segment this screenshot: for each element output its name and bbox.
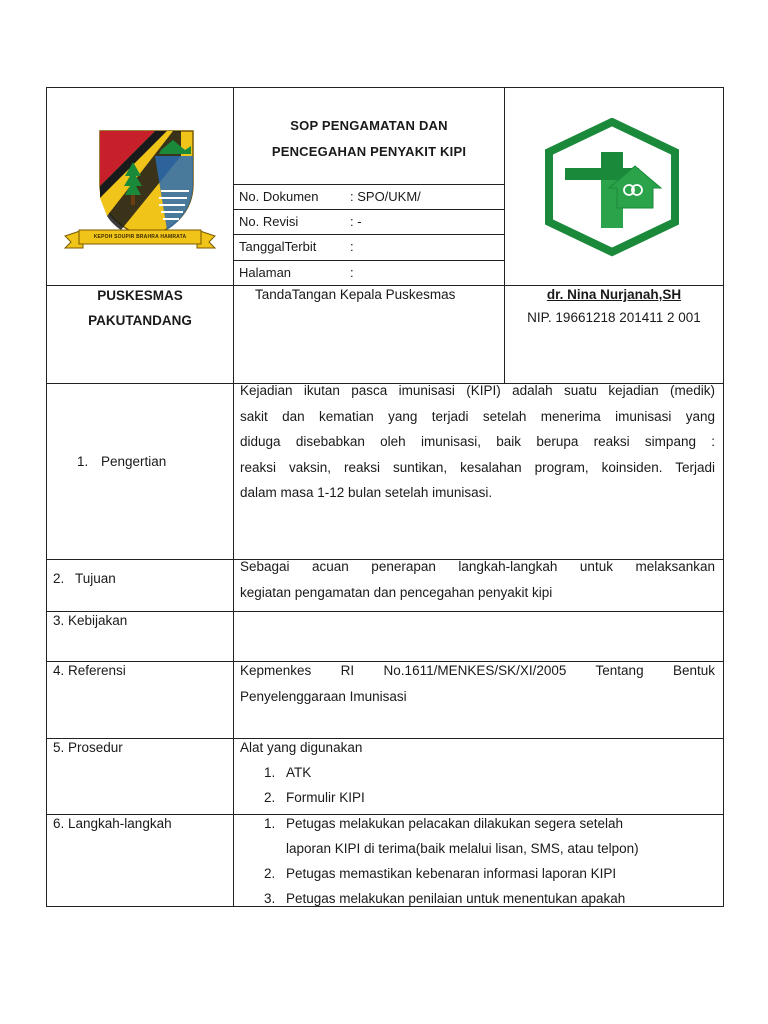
header-block [46,87,724,286]
section-content [234,739,723,814]
definition-paragraph [240,378,715,506]
emblem-banner-text: KEPOH SOUPIR BRAHRA HAMRATA [93,234,187,240]
list-item [264,760,715,785]
section-prosedur [46,739,724,815]
section-referensi [46,662,724,739]
section-langkah [46,815,724,907]
section-content [234,612,723,661]
procedure-intro: Alat yang digunakan [240,740,363,755]
section-label: 3. Kebijakan [53,613,128,628]
signature-row [46,286,724,384]
meta-value: : - [350,214,362,229]
title-line: PENCEGAHAN PENYAKIT KIPI [271,144,467,159]
puskesmas-logo [539,118,685,258]
sop-document [46,87,724,907]
meta-row-no-dokumen [234,184,505,209]
section-pengertian [46,384,724,560]
meta-key: TanggalTerbit [239,239,317,254]
section-content [234,662,723,738]
paragraph-line: diduga disebabkan oleh imunisasi, baik berupa reaksi simpang : [240,434,715,449]
section-content [234,560,723,611]
section-label-cell [47,384,234,559]
list-text: Petugas melakukan penilaian untuk menentukan apakah [286,891,626,906]
meta-row-no-revisi [234,209,505,234]
section-label-cell [47,662,234,738]
list-text: laporan KIPI di terima(baik melalui lisan, SMS, atau telpon) [286,841,639,856]
section-content [234,815,723,906]
list-text: Petugas memastikan kebenaran informasi laporan KIPI [286,866,617,881]
regional-emblem-logo [63,126,217,256]
document-title [234,113,504,165]
paragraph-line: reaksi vaksin, reaksi suntikan, kesalahan program, koinsiden. Terjadi [240,459,715,475]
paragraph-line: sakit dan kematian yang terjadi setelah menerima imunisasi yang [240,408,715,424]
org-cell [47,286,234,383]
list-item [264,811,715,861]
steps-list [264,811,715,911]
list-text: Formulir KIPI [286,790,365,805]
section-label: 6. Langkah-langkah [53,816,172,831]
section-number: 1. [77,454,89,469]
meta-key: No. Dokumen [239,189,319,204]
sign-cell [234,286,505,383]
purpose-paragraph [240,554,715,605]
section-content [234,384,723,559]
list-number: 2. [264,866,276,881]
meta-key: Halaman [239,265,292,280]
section-label-cell [47,612,234,661]
meta-key: No. Revisi [239,214,299,229]
paragraph-line: Penyelenggaraan Imunisasi [240,688,407,704]
section-label-cell [47,560,234,611]
section-label-cell [47,815,234,906]
list-item [264,861,715,886]
head-name: dr. Nina Nurjanah,SH [546,287,682,302]
reference-paragraph [240,658,715,709]
tools-list [264,760,715,810]
meta-value: : SPO/UKM/ [350,189,421,204]
meta-value: : [350,265,354,280]
meta-row-halaman [234,260,505,286]
org-name-line1: PUSKESMAS [97,288,183,303]
list-item [264,785,715,810]
list-number: 1. [264,816,276,831]
paragraph-line: dalam masa 1-12 bulan setelah imunisasi. [240,485,493,500]
title-line: SOP PENGAMATAN DAN [290,118,448,133]
section-label: Tujuan [75,571,116,586]
paragraph-line: Sebagai acuan penerapan langkah-langkah untuk melaksankan [240,559,715,574]
section-label: 5. Prosedur [53,740,123,755]
list-text: ATK [286,765,312,780]
section-label: 4. Referensi [53,663,126,678]
section-label-cell [47,739,234,814]
section-number: 2. [53,571,65,586]
paragraph-line: Kejadian ikutan pasca imunisasi (KIPI) adalah suatu kejadian (medik) [240,383,715,398]
section-tujuan [46,560,724,612]
paragraph-line: Kepmenkes RI No.1611/MENKES/SK/XI/2005 Tentang Bentuk [240,663,715,678]
meta-row-tanggal-terbit [234,234,505,259]
meta-value: : [350,239,354,254]
section-label: Pengertian [101,454,167,469]
list-number: 1. [264,765,276,780]
list-number: 2. [264,790,276,805]
list-text: Petugas melakukan pelacakan dilakukan segera setelah [286,816,623,831]
list-item [264,886,715,911]
sign-label: TandaTangan Kepala Puskesmas [255,287,456,302]
paragraph-line: kegiatan pengamatan dan pencegahan penyakit kipi [240,584,553,600]
list-number: 3. [264,891,276,906]
section-kebijakan [46,612,724,662]
head-cell [505,286,723,332]
org-name-line2: PAKUTANDANG [88,313,192,328]
head-nip: NIP. 19661218 201411 2 001 [527,310,701,325]
